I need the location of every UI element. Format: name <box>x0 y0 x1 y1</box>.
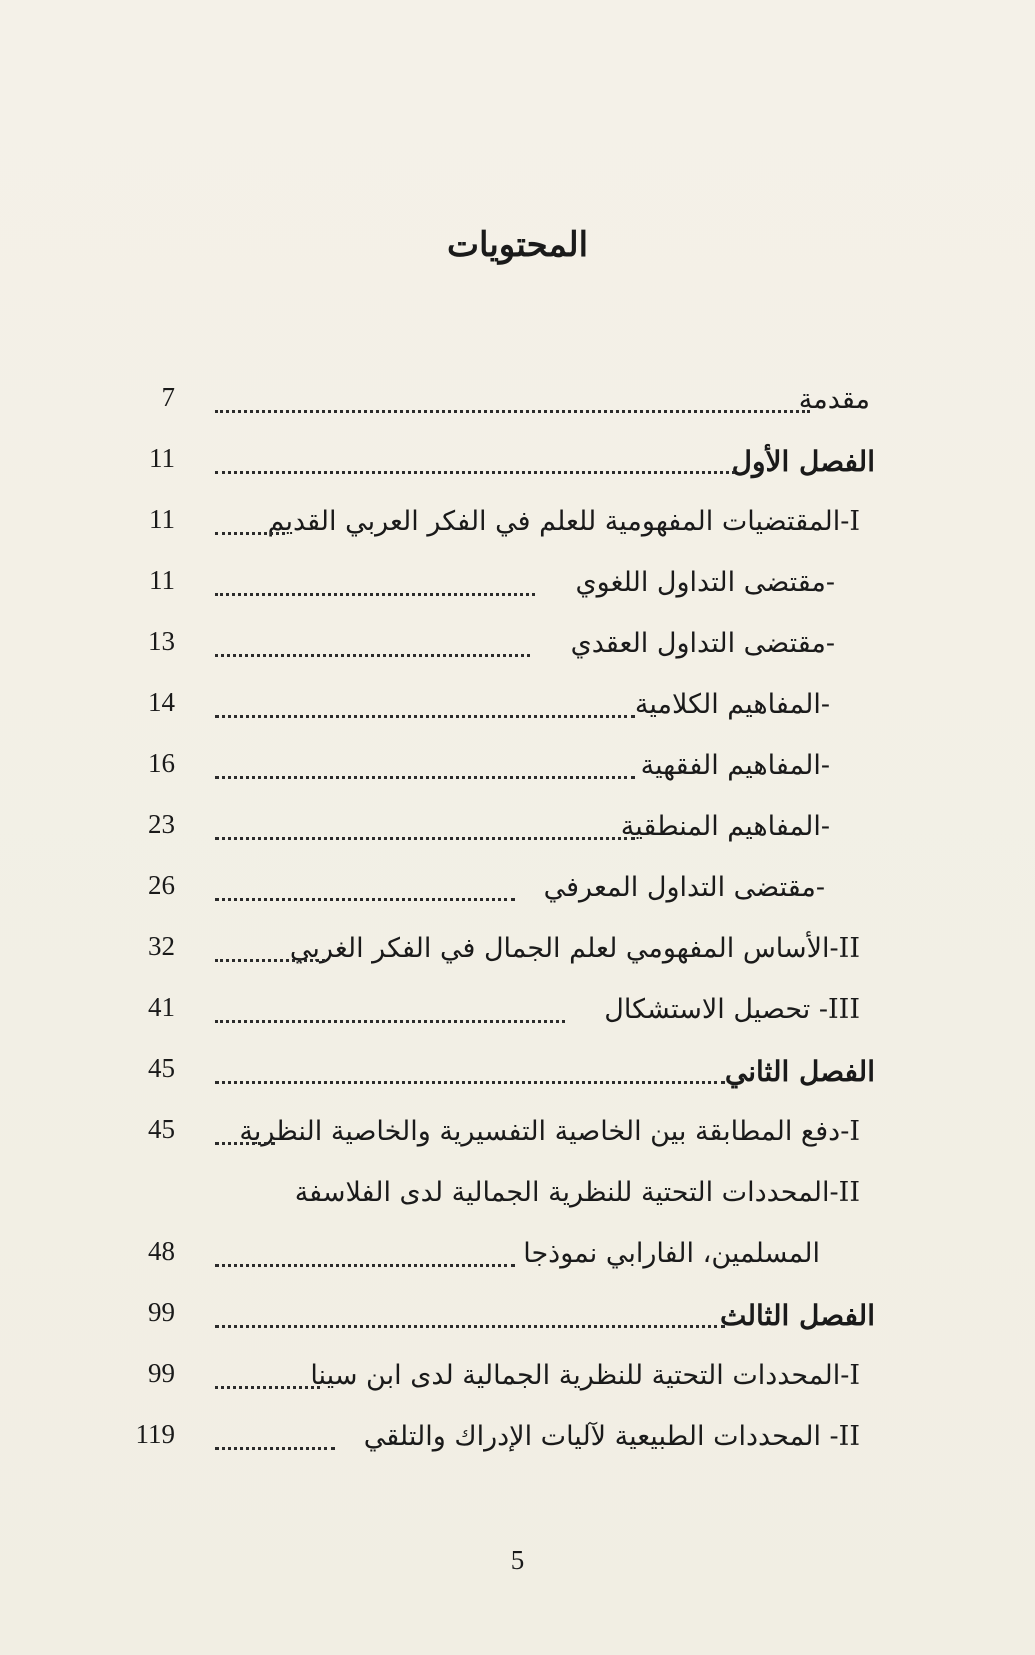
toc-entry-label: -المفاهيم الكلامية <box>634 689 830 720</box>
toc-entry-label: -المفاهيم الفقهية <box>640 750 830 781</box>
dot-leader <box>215 654 530 657</box>
toc-entry-page: 11 <box>149 504 175 534</box>
toc-entry-label: -المفاهيم المنطقية <box>620 811 830 842</box>
toc-entry-page: 7 <box>161 382 175 412</box>
toc-entry-section <box>130 1407 925 1468</box>
toc-entry-page: 45 <box>148 1114 175 1144</box>
dot-leader <box>215 1325 725 1328</box>
dot-leader <box>215 1020 565 1023</box>
dot-leader <box>215 715 635 718</box>
toc-entry-page: 48 <box>148 1236 175 1266</box>
toc-entry-label: I-المقتضيات المفهومية للعلم في الفكر العربي القديم <box>267 506 860 537</box>
toc-entry-label: المسلمين، الفارابي نموذجا <box>523 1238 820 1269</box>
toc-entry-label: الفصل الأول <box>731 445 875 478</box>
dot-leader <box>215 1142 275 1145</box>
page-title: المحتويات <box>446 225 589 265</box>
toc-entry-section <box>130 492 925 553</box>
toc-entry-page: 26 <box>148 870 175 900</box>
toc-entry-page: 11 <box>149 443 175 473</box>
toc-entry-subsection <box>130 553 925 614</box>
table-of-contents <box>130 370 925 1468</box>
toc-entry-label: II-المحددات التحتية للنظرية الجمالية لدى الفلاسفة <box>294 1177 860 1208</box>
toc-entry-subsection <box>130 736 925 797</box>
toc-entry-label: الفصل الثالث <box>719 1299 875 1332</box>
toc-entry-section <box>130 919 925 980</box>
dot-leader <box>215 776 635 779</box>
toc-entry-label: III- تحصيل الاستشكال <box>604 994 860 1025</box>
dot-leader <box>215 1081 725 1084</box>
toc-entry-label: مقدمة <box>798 384 870 415</box>
dot-leader <box>215 593 535 596</box>
toc-entry-label: -مقتضى التداول المعرفي <box>543 872 825 903</box>
dot-leader <box>215 532 285 535</box>
toc-entry-page: 45 <box>148 1053 175 1083</box>
toc-entry-page: 99 <box>148 1358 175 1388</box>
page-number: 5 <box>510 1545 525 1575</box>
toc-entry-chapter-2 <box>130 1041 925 1102</box>
toc-entry-section <box>130 1163 925 1224</box>
toc-entry-chapter-1 <box>130 431 925 492</box>
dot-leader <box>215 1447 335 1450</box>
toc-entry-subsection <box>130 614 925 675</box>
dot-leader <box>215 898 515 901</box>
toc-entry-page: 32 <box>148 931 175 961</box>
toc-entry-section <box>130 1102 925 1163</box>
toc-entry-chapter-3 <box>130 1285 925 1346</box>
toc-entry-label: I-المحددات التحتية للنظرية الجمالية لدى ابن سينا <box>310 1360 860 1391</box>
toc-entry-subsection <box>130 797 925 858</box>
toc-entry-label: الفصل الثاني <box>724 1055 875 1088</box>
toc-entry-section-continued <box>130 1224 925 1285</box>
dot-leader <box>215 471 735 474</box>
toc-entry-page: 13 <box>148 626 175 656</box>
toc-entry-section <box>130 980 925 1041</box>
toc-entry-page: 23 <box>148 809 175 839</box>
dot-leader <box>215 410 810 413</box>
dot-leader <box>215 1386 320 1389</box>
toc-entry-label: -مقتضى التداول العقدي <box>570 628 835 659</box>
dot-leader <box>215 959 325 962</box>
toc-entry-subsection <box>130 675 925 736</box>
toc-entry-page: 11 <box>149 565 175 595</box>
toc-entry-page: 99 <box>148 1297 175 1327</box>
toc-entry-page: 119 <box>135 1419 175 1449</box>
toc-entry-label: I-دفع المطابقة بين الخاصية التفسيرية والخاصية النظرية <box>239 1116 860 1147</box>
toc-entry-label: -مقتضى التداول اللغوي <box>575 567 835 598</box>
dot-leader <box>215 837 635 840</box>
toc-entry-page: 41 <box>148 992 175 1022</box>
toc-entry-section <box>130 1346 925 1407</box>
toc-entry-introduction <box>130 370 925 431</box>
toc-entry-page: 16 <box>148 748 175 778</box>
dot-leader <box>215 1264 515 1267</box>
toc-entry-label: II- المحددات الطبيعية لآليات الإدراك والتلقي <box>363 1421 860 1452</box>
toc-entry-subsection <box>130 858 925 919</box>
toc-entry-page: 14 <box>148 687 175 717</box>
toc-entry-label: II-الأساس المفهومي لعلم الجمال في الفكر الغربي <box>289 933 860 964</box>
